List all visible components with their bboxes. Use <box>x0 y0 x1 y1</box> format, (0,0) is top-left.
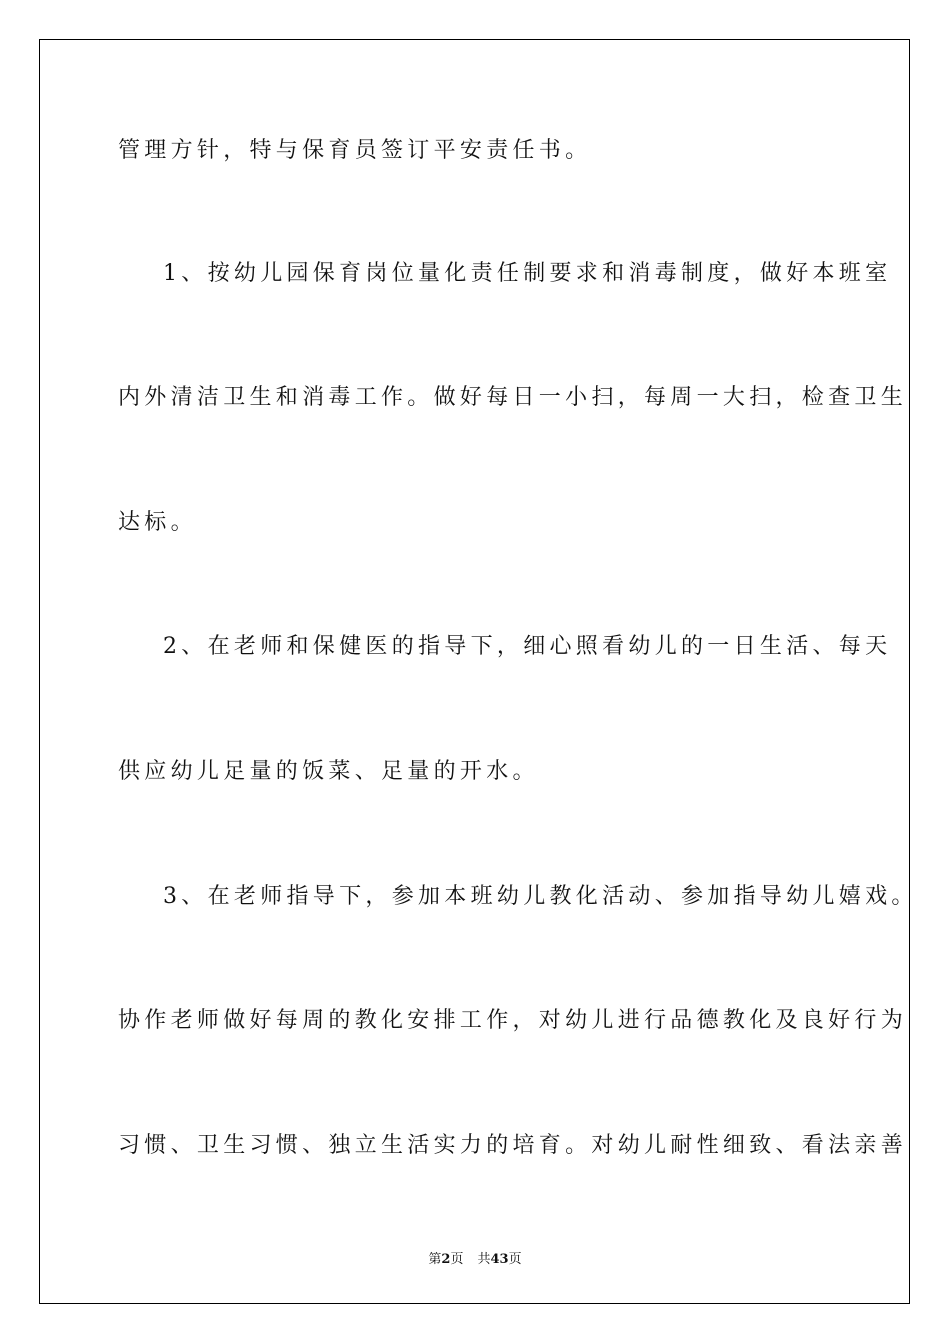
page-border <box>39 39 910 1304</box>
text-line-9: 习惯、卫生习惯、独立生活实力的培育。对幼儿耐性细致、看法亲善 <box>118 1133 908 1158</box>
text-line-3: 内外清洁卫生和消毒工作。做好每日一小扫，每周一大扫，检查卫生 <box>118 385 908 410</box>
text-line-6: 供应幼儿足量的饭菜、足量的开水。 <box>118 759 539 784</box>
page-prefix: 第 <box>428 1252 442 1267</box>
page-footer <box>0 1248 950 1267</box>
text-line-8: 协作老师做好每周的教化安排工作，对幼儿进行品德教化及良好行为 <box>118 1008 908 1033</box>
text-line-4: 达标。 <box>118 510 197 535</box>
total-pages: 43 <box>490 1252 509 1267</box>
total-prefix: 共 <box>477 1252 491 1267</box>
text-line-2: 1、按幼儿园保育岗位量化责任制要求和消毒制度，做好本班室 <box>163 261 892 286</box>
text-line-5: 2、在老师和保健医的指导下，细心照看幼儿的一日生活、每天 <box>163 634 892 659</box>
text-line-1: 管理方针，特与保育员签订平安责任书。 <box>118 138 592 163</box>
total-suffix: 页 <box>508 1252 522 1267</box>
page-suffix: 页 <box>450 1252 464 1267</box>
page-number: 2 <box>441 1252 451 1267</box>
text-line-7: 3、在老师指导下，参加本班幼儿教化活动、参加指导幼儿嬉戏。 <box>163 884 918 909</box>
